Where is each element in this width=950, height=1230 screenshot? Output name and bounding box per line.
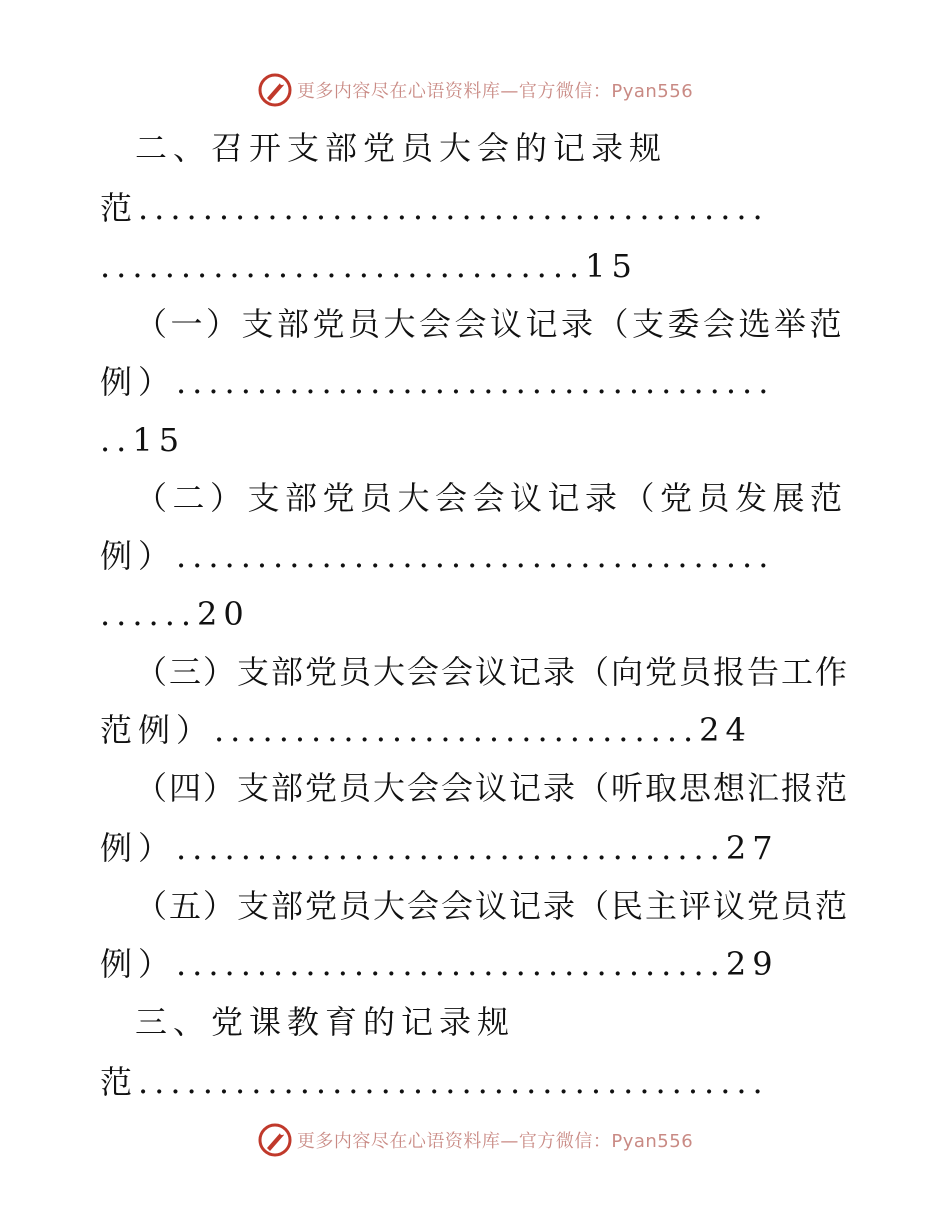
header-watermark [0, 70, 950, 110]
toc-line-16: 三、党课教育的记录规 [135, 1003, 516, 1041]
toc-line-13: 例）..................................27 [100, 829, 779, 867]
toc-line-14: （五）支部党员大会会议记录（民主评议党员范 [135, 887, 850, 925]
toc-line-5: 例）..................................... [100, 363, 775, 401]
footer-watermark [0, 1120, 950, 1160]
toc-line-6: ..15 [100, 421, 186, 459]
toc-line-15: 例）..................................29 [100, 945, 779, 983]
pen-logo-icon [257, 1122, 293, 1158]
toc-line-2: 范....................................... [100, 189, 769, 227]
watermark-text: 更多内容尽在心语资料库—官方微信：Pyan556 [296, 81, 694, 102]
toc-line-10: （三）支部党员大会会议记录（向党员报告工作 [135, 653, 850, 691]
pen-logo-icon [257, 72, 293, 108]
toc-line-9: ......20 [100, 595, 250, 633]
watermark-text: 更多内容尽在心语资料库—官方微信：Pyan556 [296, 1131, 694, 1152]
toc-line-1: 二、召开支部党员大会的记录规 [135, 129, 668, 167]
toc-line-11: 范例）..............................24 [100, 711, 752, 749]
toc-line-8: 例）..................................... [100, 537, 775, 575]
toc-line-7: （二）支部党员大会会议记录（党员发展范 [135, 479, 848, 517]
toc-line-3: ..............................15 [100, 247, 638, 285]
toc-line-17: 范....................................... [100, 1063, 769, 1101]
toc-line-4: （一）支部党员大会会议记录（支委会选举范 [135, 305, 846, 343]
toc-line-12: （四）支部党员大会会议记录（听取思想汇报范 [135, 769, 850, 807]
